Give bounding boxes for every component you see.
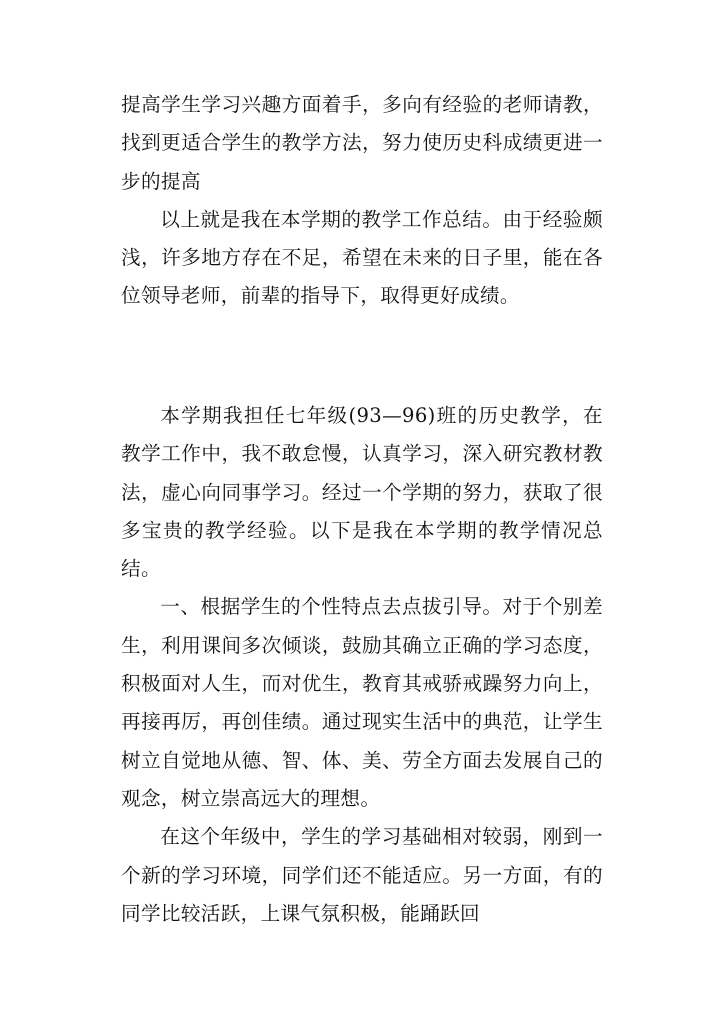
bottom-text-section (121, 397, 603, 933)
continuation-paragraph: 提高学生学习兴趣方面着手，多向有经验的老师请教，找到更适合学生的教学方法，努力使历史科成绩更进一步的提高 (121, 93, 603, 193)
class-situation-paragraph: 在这个年级中，学生的学习基础相对较弱，刚到一个新的学习环境，同学们还不能适应。另一方面，有的同学比较活跃，上课气氛积极，能踊跃回 (121, 825, 603, 925)
intro-paragraph: 本学期我担任七年级(93—96)班的历史教学，在教学工作中，我不敢怠慢，认真学习，深入研究教材教法，虚心向同事学习。经过一个学期的努力，获取了很多宝贵的教学经验。以下是我在本学期的教学情况总结。 (121, 404, 603, 581)
top-text-section (121, 86, 603, 316)
guidance-paragraph: 一、根据学生的个性特点去点拔引导。对于个别差生，利用课间多次倾谈，鼓励其确立正确的学习态度，积极面对人生，而对优生，教育其戒骄戒躁努力向上，再接再厉，再创佳绩。通过现实生活中的典范，让学生树立自觉地从德、智、体、美、劳全方面去发展自己的观念，树立崇高远大的理想。 (121, 595, 603, 810)
summary-closing-paragraph: 以上就是我在本学期的教学工作总结。由于经验颇浅，许多地方存在不足，希望在未来的日子里，能在各位领导老师，前辈的指导下，取得更好成绩。 (121, 207, 603, 308)
